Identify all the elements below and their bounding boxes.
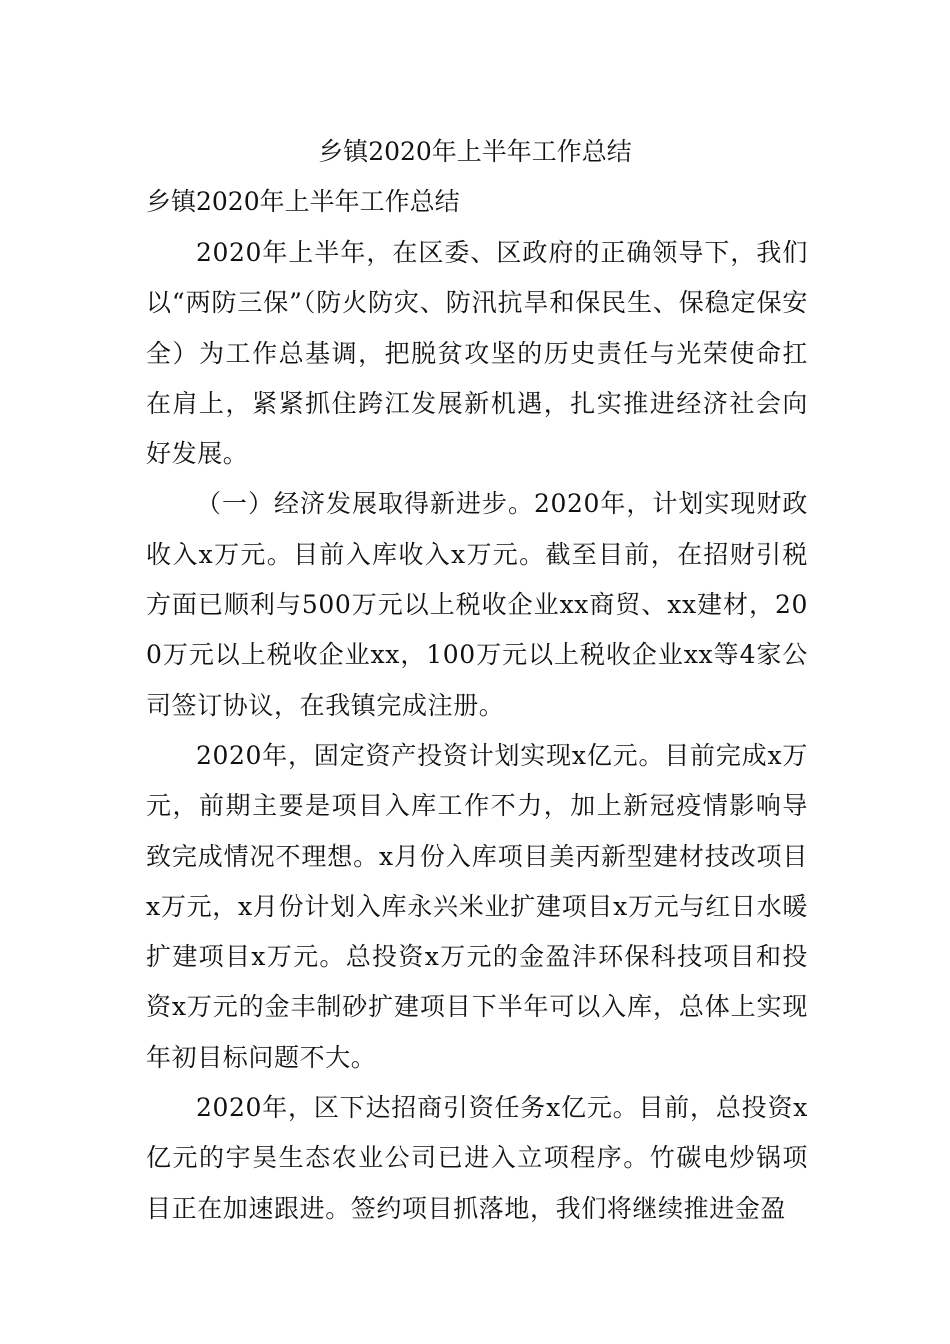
paragraph-investment-attraction: 2020年，区下达招商引资任务x亿元。目前，总投资x亿元的宇昊生态农业公司已进入立项程序。竹碳电炒锅项目正在加速跟进。签约项目抓落地，我们将继续推进金盈 bbox=[146, 1093, 808, 1223]
document-title: 乡镇2020年上半年工作总结 bbox=[318, 137, 632, 166]
document-subtitle: 乡镇2020年上半年工作总结 bbox=[146, 187, 460, 216]
paragraph-intro: 2020年上半年，在区委、区政府的正确领导下，我们以“两防三保”（防火防灾、防汛抗旱和保民生、保稳定保安全）为工作总基调，把脱贫攻坚的历史责任与光荣使命扛在肩上，紧紧抓住跨江发展新机遇，扎实推进经济社会向好发展。 bbox=[146, 238, 808, 469]
paragraph-economic-progress: （一）经济发展取得新进步。2020年，计划实现财政收入x万元。目前入库收入x万元。截至目前，在招财引税方面已顺利与500万元以上税收企业xx商贸、xx建材，200万元以上税收企业xx，100万元以上税收企业xx等4家公司签订协议，在我镇完成注册。 bbox=[146, 489, 808, 720]
document-body bbox=[146, 228, 808, 1234]
paragraph-fixed-asset-investment: 2020年，固定资产投资计划实现x亿元。目前完成x万元，前期主要是项目入库工作不力，加上新冠疫情影响导致完成情况不理想。x月份入库项目美丙新型建材技改项目x万元，x月份计划入库永兴米业扩建项目x万元与红日水暖扩建项目x万元。总投资x万元的金盈沣环保科技项目和投资x万元的金丰制砂扩建项目下半年可以入库，总体上实现年初目标问题不大。 bbox=[146, 740, 808, 1072]
